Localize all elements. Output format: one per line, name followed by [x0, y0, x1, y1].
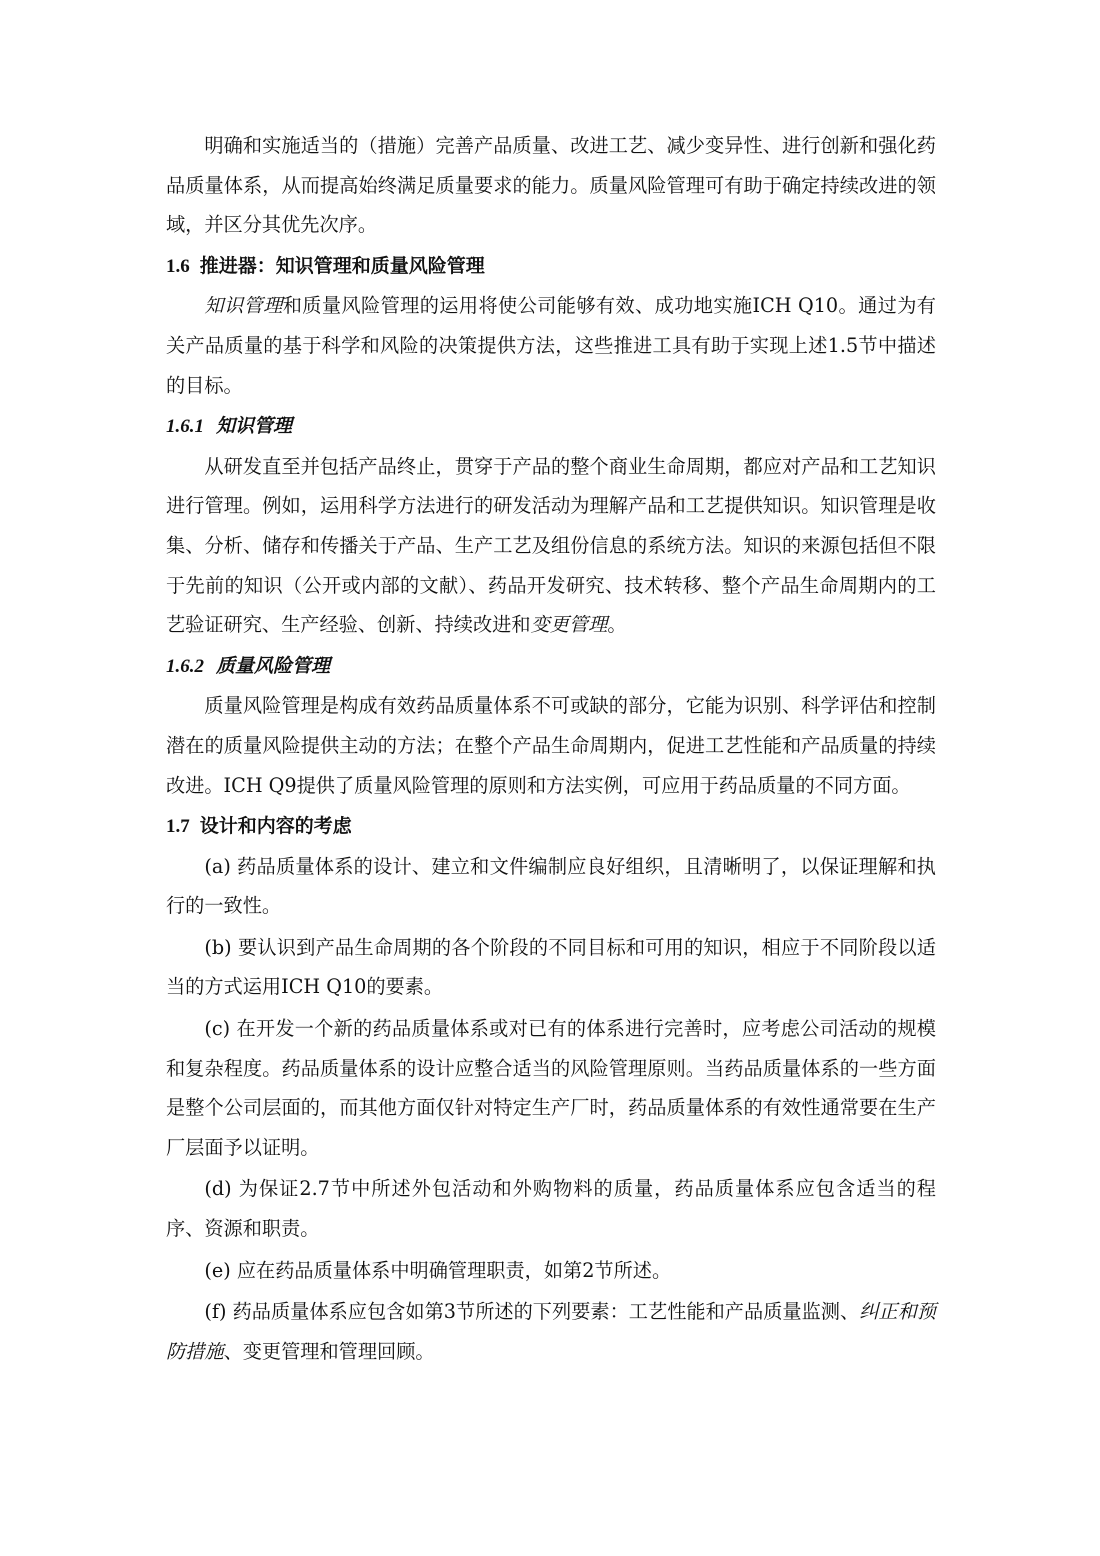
intro-paragraph: 明确和实施适当的（措施）完善产品质量、改进工艺、减少变异性、进行创新和强化药品质量体系，从而提高始终满足质量要求的能力。质量风险管理可有助于确定持续改进的领域，并区分其优先次序。	[166, 134, 936, 237]
section-1-6-2-heading	[166, 647, 936, 687]
section-1-6-1-paragraph	[166, 447, 936, 645]
section-number: 1.6	[166, 255, 190, 277]
section-number: 1.7	[166, 816, 190, 838]
section-title: 推进器：知识管理和质量风险管理	[199, 254, 485, 277]
list-item-b: (b) 要认识到产品生命周期的各个阶段的不同目标和可用的知识，相应于不同阶段以适当的方式运用ICH Q10的要素。	[166, 935, 936, 999]
emphasis-term: 变更管理	[530, 613, 608, 637]
section-1-6-1-heading	[166, 407, 936, 447]
list-item-d: (d) 为保证2.7节中所述外包活动和外购物料的质量，药品质量体系应包含适当的程序、资源和职责。	[166, 1177, 936, 1241]
list-item-a: (a) 药品质量体系的设计、建立和文件编制应良好组织，且清晰明了，以保证理解和执行的一致性。	[166, 854, 936, 918]
section-1-6-paragraph	[166, 286, 936, 405]
section-number: 1.6.2	[166, 655, 204, 677]
paragraph-text: 从研发直至并包括产品终止，贯穿于产品的整个商业生命周期，都应对产品和工艺知识进行管理。例如，运用科学方法进行的研发活动为理解产品和工艺提供知识。知识管理是收集、分析、储存和传播关于产品、生产工艺及组份信息的系统方法。知识的来源包括但不限于先前的知识（公开或内部的文献）、药品开发研究、技术转移、整个产品生命周期内的工艺验证研究、生产经验、创新、持续改进和	[166, 454, 936, 637]
section-title: 知识管理	[216, 415, 293, 438]
section-1-7-heading	[166, 807, 936, 847]
list-item-e: (e) 应在药品质量体系中明确管理职责，如第2节所述。	[204, 1258, 672, 1282]
section-1-6-2-paragraph: 质量风险管理是构成有效药品质量体系不可或缺的部分，它能为识别、科学评估和控制潜在的质量风险提供主动的方法；在整个产品生命周期内，促进工艺性能和产品质量的持续改进。ICH Q9提供了质量风险管理的原则和方法实例，可应用于药品质量的不同方面。	[166, 694, 936, 797]
list-item-c: (c) 在开发一个新的药品质量体系或对已有的体系进行完善时，应考虑公司活动的规模和复杂程度。药品质量体系的设计应整合适当的风险管理原则。当药品质量体系的一些方面是整个公司层面的，而其他方面仅针对特定生产厂时，药品质量体系的有效性通常要在生产厂层面予以证明。	[166, 1017, 936, 1159]
emphasis-term: 纠正和预防措施	[166, 1300, 936, 1363]
document-body	[166, 126, 936, 1373]
emphasis-term: 知识管理	[204, 294, 283, 318]
paragraph-end: 。	[607, 613, 627, 637]
section-title: 质量风险管理	[216, 654, 331, 677]
paragraph-text: 和质量风险管理的运用将使公司能够有效、成功地实施ICH Q10。通过为有关产品质量的基于科学和风险的决策提供方法，这些推进工具有助于实现上述1.5节中描述的目标。	[166, 294, 936, 397]
list-item-f	[166, 1292, 936, 1371]
section-title: 设计和内容的考虑	[199, 815, 352, 838]
section-number: 1.6.1	[166, 416, 204, 438]
paragraph-end: 、变更管理和管理回顾。	[223, 1339, 435, 1363]
section-1-6-heading	[166, 247, 936, 287]
paragraph-text: (f) 药品质量体系应包含如第3节所述的下列要素：工艺性能和产品质量监测、	[204, 1300, 860, 1324]
